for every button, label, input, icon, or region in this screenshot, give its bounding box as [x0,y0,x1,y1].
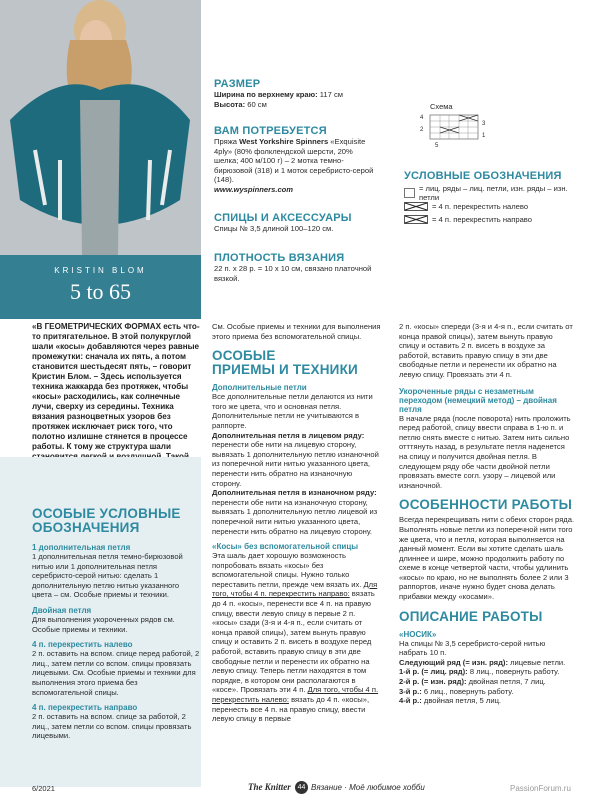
chart-title: Схема [430,102,453,111]
short-rows-title: Укороченные ряды с незаметным переходом (немецкий метод) – двойная петля [399,386,557,414]
needles-heading: СПИЦЫ И АКСЕССУАРЫ [214,212,352,224]
note-text: 2 п. оставить на вспом. спице перед работой, 2 лиц., затем петли со вспом. спицы провязать лицевыми. См. Особые приемы и техники для выполнения этого приема без вспомогательной спицы. [32,649,200,697]
chart-row-4: 4 [420,115,424,121]
note-text: 2 п. оставить на вспом. спице за работой, 2 лиц., затем петли со вспом. спицы провязать лицевыми. [32,712,192,741]
page-footer [0,772,597,800]
nose-title: «НОСИК» [399,629,437,639]
purl-row-title: Дополнительная петля в изнаночном ряду: [212,488,377,498]
row-line: 2-й р. (= изн. ряд): двойная петля, 7 лиц. [399,677,546,687]
materials-section [214,125,374,195]
size-section [214,78,404,109]
pattern-title: 5 to 65 [69,279,132,304]
short-rows-text: В начале ряда (после поворота) нить проложить перед работой, спицу ввести справа в 1-ю п. и петлю снять вместе с нитью. Затем нить сильно отттянуть назад, в результате петля наденется на спицу и получится двойная петля. В следующем ряду обе части двойной петли провязать вместе согл. узору – лицевой или изнаночной. [399,413,571,490]
nose-text: На спицы № 3,5 серебристо-серой нитью набрать 10 п. [399,638,546,658]
work-column: 2 п. «косы» спереди (3-я и 4-я п., если считать от конца правой спицы), затем вынуть правую спицу и оставить 2 п. висеть в воздухе за работой, вставить правую спицу в эти две свободные петли и перенести их обратно на левую спицу. Провязать эти 4 п. Укороченные ряды с незаметным переходом (немецкий метод) – двойная петля В начале ряда (после поворота) нить проложить перед работой, спицу ввести справа в 1-ю п. и петлю снять вместе с нитью. Затем нить сильно отттянуть назад, в результате петля наденется на спицу и получится двойная петля. В следующем ряду обе части двойной петли провязать вместе согл. узору – лицевой или изнаночной. ОСОБЕННОСТИ РАБОТЫ Всегда перекрещивать нити с обеих сторон ряда. Выполнять новые петли из поперечной нити того же цвета, что и петля, которая выполняется на данный момент. Если вы хотите сделать шаль длиннее и шире, можно продолжить работу по схеме в конце четвертой части, чтобы удлинить «косы» по краю, но не выполнять более 2 или 3 раппортов, иначе нужно будет снова делать прибавки между «косами». ОПИСАНИЕ РАБОТЫ «НОСИК» На спицы № 3,5 серебристо-серой нитью набрать 10 п. Следующий ряд (= изн. ряд): лицевые петли. 1-й р. (= лиц. ряд): 8 лиц., повернуть работу. 2-й р. (= изн. ряд): двойная петля, 7 лиц. 3-й р.: 6 лиц., повернуть работу. 4-й р.: двойная петля, 5 лиц. [399,322,575,706]
size-heading: РАЗМЕР [214,78,261,90]
note-title: 1 дополнительная петля [32,543,131,552]
special-heading-1: ОСОБЫЕ УСЛОВНЫЕ [32,506,181,521]
extra-stitches-text: Все дополнительные петли делаются из нити того же цвета, что и основная петля. Дополнительные петли не учитываются в раппорте. [212,392,373,430]
row-line: 4-й р.: двойная петля, 5 лиц. [399,696,502,706]
intro-text: есть что-то притягательное. В этой полукруглой шали «косы» добавляются через равные промежутки: сначала их пять, а потом становится шестьдесят пять, – говорит Кристин Блом. – Здесь используется техника жаккарда без протяжек, чтобы «косы» расходились, как солнечные лучи, сверху из середины. Техника вязания разноцветных узоров без протяжек исключает риск того, что полотно излишне стянется в процессе работы. К тому же структура шали [32,322,200,451]
magazine-name: The Knitter [248,782,291,792]
row-line: 1-й р. (= лиц. ряд): 8 лиц., повернуть работу. [399,667,560,677]
techniques-heading-1: ОСОБЫЕ [212,348,276,364]
knit-purl-symbol [404,188,415,198]
legend-section [404,170,584,224]
note-title: 4 п. перекрестить налево [32,640,133,650]
cables-text: Эта шаль дает хорошую возможность попробовать вязать «косы» без вспомогательной спицы. Нужно только переставить петли, прежде чем вязать их. Для того, чтобы 4 п. перекрестить направо: вязать до 4 п. «косы», перенести все 4 п. на правую спицу, ввести левую спицу в первые 2 п. «косы» сзади (3-я и 4-я п., если считать от конца правой спицы), затем вынуть правую спицу и оставить 2 п. висеть в воздухе перед работой, вставить правую спицу в эти две свободные петли и перенести их обратно на левую спицу. Теперь петли находятся в том порядке, в котором они располагаются в «косе». Провязать эти 4 п. Для того, чтобы 4 п. перекрестить налево: вязать до 4 п. «косы», перенесть все 4 п. на правую спицу, ввести левую спицу в первые [212,551,379,724]
gauge-section [214,252,374,283]
height-label: Высота: [214,99,246,109]
width-label: Ширина по верхнему краю: [214,90,318,99]
extra-stitches-title: Дополнительные петли [212,383,307,393]
website-link[interactable]: www.wyspinners.com [214,184,294,194]
intro-quote [32,322,200,472]
title-banner [0,255,201,319]
magazine-subtitle: Вязание · Моё любимое хобби [311,783,425,792]
legend-item: = лиц. ряды – лиц. петли, изн. ряды – изн. петли [404,184,584,202]
note-text: 1 дополнительная петля темно-бирюзовой нитью или 1 дополнительная петля серебристо-серой нитью: сделать 1 дополнительную петлю нитью указанного цвета – см. Особые приемы и техники. [32,552,183,600]
cross-left-symbol [404,202,428,211]
materials-heading: ВАМ ПОТРЕБУЕТСЯ [214,125,327,137]
note-text: Для выполнения укороченных рядов см. Особые приемы и техники. [32,614,175,634]
col2-top-text: См. Особые приемы и техники для выполнения этого приема без вспомогательной спицы. [212,322,381,341]
legend-heading: УСЛОВНЫЕ ОБОЗНАЧЕНИЯ [404,170,562,182]
intro-lead: «В ГЕОМЕТРИЧЕСКИХ ФОРМАХ [32,322,161,331]
chart-row-1: 1 [482,133,486,139]
gauge-text: 22 п. х 28 р. = 10 х 10 см, связано платочной вязкой. [214,264,372,283]
legend-item: = 4 п. перекрестить налево [404,202,584,211]
description-heading: ОПИСАНИЕ РАБОТЫ [399,608,543,624]
chart-diagram [418,102,488,152]
note-title: 4 п. перекрестить направо [32,703,138,713]
needles-text: Спицы № 3,5 длиной 100–120 см. [214,224,334,233]
model-photo [0,0,201,255]
legend-item: = 4 п. перекрестить направо [404,215,584,224]
page-number: 44 [295,781,308,794]
cross-right-symbol [404,215,428,224]
width-value: 117 см [317,90,343,99]
techniques-heading-2: ПРИЕМЫ И ТЕХНИКИ [212,362,358,378]
chart-row-2: 2 [420,127,424,133]
yarn-text: Пряжа West Yorkshire Spinners «Exquisite 4ply» (80% фолклендской шерсти, 20% шелка; 400 м/100 г) – 2 мотка темно-бирюзовой (318) и 1 моток серебристо-серой (148). [214,137,374,185]
features-heading: ОСОБЕННОСТИ РАБОТЫ [399,497,573,513]
special-notes [32,507,200,741]
gauge-heading: ПЛОТНОСТЬ ВЯЗАНИЯ [214,252,345,264]
author-name: KRISTIN BLOM [54,266,147,275]
issue-number: 6/2021 [32,784,55,793]
watermark: PassionForum.ru [510,784,571,793]
height-value: 60 см [245,99,267,109]
needles-section [214,212,384,234]
next-row-label: Следующий ряд (= изн. ряд): [399,657,508,667]
cables-title: «Косы» без вспомогательной спицы [212,542,359,552]
chart-stitch-5: 5 [435,143,439,149]
chart-row-3: 3 [482,121,486,127]
row-line: 3-й р.: 6 лиц., повернуть работу. [399,686,514,696]
features-text: Всегда перекрещивать нити с обеих сторон ряда. Выполнять новые петли из поперечной нити того же цвета, что и петля, которая выполняется на данный момент. Если вы хотите сделать шаль длиннее и шире, можно продолжить работу по схеме в конце четвертой части, чтобы удлинить «косы» по краю, но не выполнять более 2 или 3 раппортов, иначе нужно будет снова делать прибавки между «косами». [399,515,575,602]
note-title: Двойная петля [32,605,92,615]
chart-grid [418,112,488,152]
special-heading-2: ОБОЗНАЧЕНИЯ [32,520,140,535]
knit-row-title: Дополнительная петля в лицевом ряду: [212,430,365,440]
col3-top-text: 2 п. «косы» спереди (3-я и 4-я п., если считать от конца правой спицы), затем вынуть правую спицу и оставить 2 п. висеть в воздухе за работой, вставить правую спицу в эти две свободные петли и перенести их обратно на левую спицу. Провязать эти 4 п. [399,322,573,379]
yarn-brand: West Yorkshire Spinners [239,137,329,146]
techniques-column: См. Особые приемы и техники для выполнения этого приема без вспомогательной спицы. ОСОБЫЕ ПРИЕМЫ И ТЕХНИКИ Дополнительные петли Все дополнительные петли делаются из нити того же цвета, что и основная петля. Дополнительные петли не учитываются в раппорте. Дополнительная петля в лицевом ряду: перенести обе нити на лицевую сторону, вывязать 1 дополнительную петлю изнаночной из поперечной нити нитью указанного цвета, перенести нить обратно на изнаночную сторону. Дополнительная петля в изнаночном ряду: перенести обе нити на изнаночную сторону, вывязать 1 дополнительную петлю лицевой из поперечной нити нитью указанного цвета, перенести нить обратно на лицевую сторону. «Косы» без вспомогательной спицы Эта шаль дает хорошую возможность попробовать вязать «косы» без вспомогательной спицы. Нужно только переставить петли, прежде чем вязать их. Для того, чтобы 4 п. перекрестить направо: вязать до 4 п. «косы», перенести все 4 п. на правую спицу, ввести левую спицу в первые 2 п. «косы» сзади (3-я и 4-я п., если считать от конца правой спицы), затем вынуть правую спицу и оставить 2 п. висеть в воздухе перед работой, вставить правую спицу в эти две свободные петли и перенести их обратно на левую спицу. Теперь петли находятся в том порядке, в котором они располагаются в «косе». Провязать эти 4 п. Для того, чтобы 4 п. перекрестить налево: вязать до 4 п. «косы», перенесть все 4 п. на правую спицу, ввести левую спицу в первые [212,322,381,724]
